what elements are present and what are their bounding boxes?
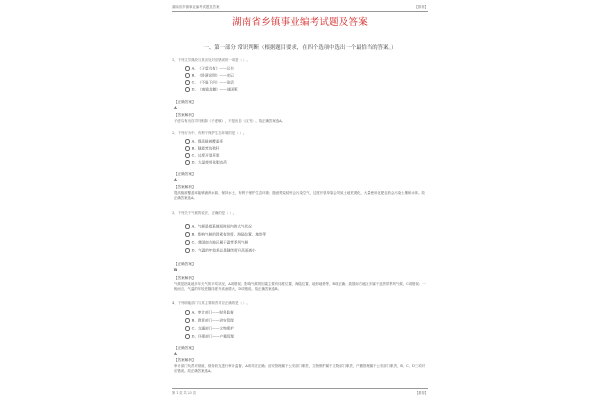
radio-icon[interactable] bbox=[185, 153, 190, 158]
question-3-analysis-heading: 【答案解析】 bbox=[174, 276, 196, 280]
question-4-option-c[interactable]: C、交通部门——文物保护 bbox=[185, 326, 234, 331]
radio-icon[interactable] bbox=[185, 139, 190, 144]
radio-icon[interactable] bbox=[185, 334, 190, 339]
question-1-option-c[interactable]: C、《不耻下问》——论语 bbox=[185, 80, 234, 85]
question-4-answer-heading: 【正确答案】 bbox=[174, 346, 196, 350]
radio-icon[interactable] bbox=[185, 87, 190, 92]
question-4-option-a[interactable]: A、审计部门——财务监督 bbox=[185, 310, 234, 315]
question-2-stem: 2、下列行为中，有利于保护生态环境的是（ ）。 bbox=[172, 131, 247, 135]
radio-icon[interactable] bbox=[185, 310, 190, 315]
radio-icon[interactable] bbox=[185, 248, 190, 253]
question-3-option-b[interactable]: B、影响气候的因素有纬度、海陆位置、地形等 bbox=[185, 232, 266, 237]
section-heading: 一、第一部分 常识判断（根据题目要求，在四个选项中选出一个最恰当的答案。） bbox=[203, 45, 397, 51]
radio-icon[interactable] bbox=[185, 73, 190, 78]
question-1-stem: 1、下列文学典故与其出处对应错误的一项是（ ）。 bbox=[172, 58, 250, 62]
header-left-text: 湖南省乡镇事业编考试题及答案 bbox=[172, 5, 220, 9]
question-3-stem: 3、下列关于气候的说法，正确的是（ ）。 bbox=[172, 211, 237, 215]
question-1-answer-heading: 【正确答案】 bbox=[174, 100, 196, 104]
radio-icon[interactable] bbox=[185, 146, 190, 151]
question-2-option-d[interactable]: D、大量使用化肥农药 bbox=[185, 160, 227, 165]
question-2-option-c[interactable]: C、过度开垦草原 bbox=[185, 153, 220, 158]
question-1-analysis: 子虚乌有出自司马相如《子虚赋》，不是出自《汉书》。故正确答案选A。 bbox=[174, 119, 285, 123]
document-title: 湖南省乡镇事业编考试题及答案 bbox=[232, 17, 368, 28]
question-2-option-b[interactable]: B、随意焚烧秸秆 bbox=[185, 146, 219, 151]
question-2-analysis: 提高植被覆盖率能够涵养水源、保持水土，有利于保护生态环境；随意焚烧秸秆会污染空气，过度开垦草原会导致土地荒漠化，大量使用化肥农药会污染土壤和水体。故正确答案选A。 bbox=[174, 191, 425, 200]
radio-icon[interactable] bbox=[185, 232, 190, 237]
question-4-option-d[interactable]: D、环保部门——户籍管理 bbox=[185, 334, 234, 339]
question-4-analysis: 审计部门负责对财政、财务收支进行审计监督，A项对应正确；治安管理属于公安部门职责，文物保护属于文物部门职责，户籍管理属于公安部门职责，B、C、D三项对应错误。故正确答案选A。 bbox=[174, 364, 425, 373]
question-4-option-b[interactable]: B、教育部门——治安管理 bbox=[185, 318, 234, 323]
radio-icon[interactable] bbox=[185, 160, 190, 165]
question-2-answer-heading: 【正确答案】 bbox=[174, 172, 196, 176]
radio-icon[interactable] bbox=[185, 318, 190, 323]
radio-icon[interactable] bbox=[185, 326, 190, 331]
question-1-option-d[interactable]: D、《南辕北辙》——战国策 bbox=[185, 87, 238, 92]
question-2-answer: A bbox=[174, 178, 177, 182]
radio-icon[interactable] bbox=[185, 240, 190, 245]
question-4-analysis-heading: 【答案解析】 bbox=[174, 358, 196, 362]
footer-left-text: 第 1 页 共 23 页 bbox=[172, 391, 196, 395]
question-1-analysis-heading: 【答案解析】 bbox=[174, 113, 196, 117]
question-1-option-a[interactable]: A、《子虚乌有》——汉书 bbox=[185, 66, 234, 71]
header-right-text: 【推荐】 bbox=[414, 5, 428, 9]
page-footer bbox=[172, 388, 428, 395]
question-1-option-b[interactable]: B、《卧薪尝胆》——史记 bbox=[185, 73, 234, 78]
question-4-answer: A bbox=[174, 352, 177, 356]
question-3-option-c[interactable]: C、我国南方地区属于温带季风气候 bbox=[185, 240, 248, 245]
question-2-analysis-heading: 【答案解析】 bbox=[174, 185, 196, 189]
radio-icon[interactable] bbox=[185, 66, 190, 71]
radio-icon[interactable] bbox=[185, 80, 190, 85]
footer-right-text: 【推荐】 bbox=[415, 391, 428, 395]
question-3-answer: B bbox=[174, 268, 178, 272]
question-3-option-a[interactable]: A、气候是指某地短时间内的大气状况 bbox=[185, 224, 252, 229]
question-3-analysis: 气候是指某地多年天气的平均状况，A项错误；影响气候的因素主要有纬度位置、海陆位置、地形地势等，B项正确；我国南方地区多属于亚热带季风气候，C项错误；一般而言，气温的年较差随纬度升高而增大，D项错误。故正确答案选B。 bbox=[174, 282, 426, 291]
question-3-answer-heading: 【正确答案】 bbox=[174, 262, 196, 266]
question-4-stem: 4、下列职能部门与其主要职责对应正确的是（ ）。 bbox=[172, 301, 250, 305]
radio-icon[interactable] bbox=[185, 224, 190, 229]
page-header bbox=[172, 3, 428, 12]
question-1-answer: A bbox=[174, 106, 177, 110]
question-2-option-a[interactable]: A、提高植被覆盖率 bbox=[185, 139, 223, 144]
question-3-option-d[interactable]: D、气温的年较差总是随纬度升高而减小 bbox=[185, 248, 256, 253]
